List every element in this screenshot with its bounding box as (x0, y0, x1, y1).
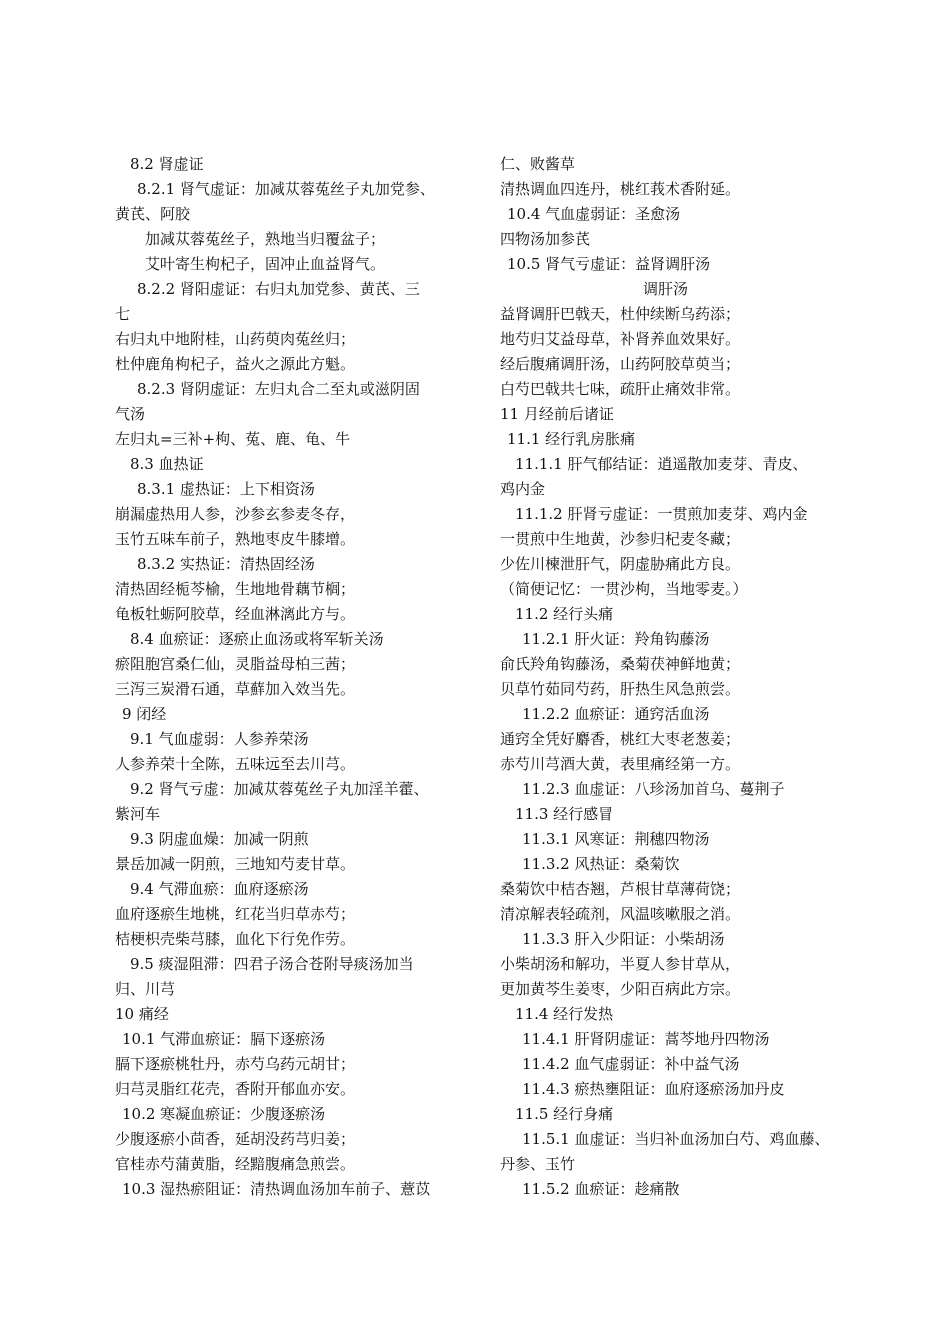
text-line: 11.3.3 肝入少阳证：小柴胡汤 (522, 930, 725, 948)
text-line: 黄芪、阿胶 (115, 205, 191, 223)
text-line: 11.3 经行感冒 (515, 805, 614, 823)
text-line: 血府逐瘀生地桃，红花当归草赤芍； (115, 905, 356, 923)
text-line: 11.3.1 风寒证：荆穗四物汤 (522, 830, 710, 848)
text-line: 10 痛经 (115, 1005, 169, 1023)
text-line: 8.2.2 肾阳虚证：右归丸加党参、黄芪、三 (137, 280, 420, 298)
text-line: 11.4.1 肝肾阴虚证：蒿芩地丹四物汤 (522, 1030, 770, 1048)
text-line: 少佐川楝泄肝气，阴虚胁痛此方良。 (500, 555, 741, 573)
text-line: 11.2 经行头痛 (515, 605, 614, 623)
text-line: 贝草竹茹同芍药，肝热生风急煎尝。 (500, 680, 741, 698)
text-line: 9.2 肾气亏虚：加减苁蓉菟丝子丸加淫羊藿、 (130, 780, 429, 798)
text-line: 三泻三炭滑石通，草蘚加入效当先。 (115, 680, 356, 698)
text-line: 10.3 湿热瘀阻证：清热调血汤加车前子、薏苡 (122, 1180, 431, 1198)
text-line: 鸡内金 (500, 480, 546, 498)
text-line: 官桂赤芍蒲黄脂，经黯腹痛急煎尝。 (115, 1155, 356, 1173)
text-line: 瘀阻胞宫桑仁仙，灵脂益母柏三茜； (115, 655, 356, 673)
text-line: 赤芍川芎酒大黄，表里痛经第一方。 (500, 755, 741, 773)
text-line: 杜仲鹿角枸杞子，益火之源此方魁。 (115, 355, 356, 373)
text-line: 11.1 经行乳房胀痛 (507, 430, 636, 448)
text-line: 11.2.2 血瘀证：通窍活血汤 (522, 705, 710, 723)
text-line: 调肝汤 (643, 280, 689, 298)
text-line: 清凉解表轻疏剂，风温咳嗽服之消。 (500, 905, 741, 923)
text-line: 玉竹五味车前子，熟地枣皮牛膝增。 (115, 530, 356, 548)
text-line: 通窍全凭好麝香，桃红大枣老葱姜； (500, 730, 741, 748)
text-line: 8.3.2 实热证：清热固经汤 (137, 555, 315, 573)
text-line: 11.4.2 血气虚弱证：补中益气汤 (522, 1055, 740, 1073)
text-line: 清热固经栀芩榆，生地地骨藕节榈； (115, 580, 356, 598)
text-line: 地芍归艾益母草，补肾养血效果好。 (500, 330, 741, 348)
text-line: 加减苁蓉菟丝子，熟地当归覆盆子； (145, 230, 386, 248)
text-line: 9.5 痰湿阻滞：四君子汤合苍附导痰汤加当 (130, 955, 414, 973)
text-line: 艾叶寄生枸杞子，固冲止血益肾气。 (145, 255, 386, 273)
text-line: 益肾调肝巴戟天，杜仲续断乌药添； (500, 305, 741, 323)
text-line: 膈下逐瘀桃牡丹，赤芍乌药元胡甘； (115, 1055, 356, 1073)
text-line: 11.1.2 肝肾亏虚证：一贯煎加麦芽、鸡内金 (515, 505, 808, 523)
text-line: 小柴胡汤和解功，半夏人参甘草从， (500, 955, 741, 973)
text-line: 9 闭经 (122, 705, 167, 723)
text-line: 俞氏羚角钩藤汤，桑菊茯神鲜地黄； (500, 655, 741, 673)
text-line: 10.1 气滞血瘀证：膈下逐瘀汤 (122, 1030, 326, 1048)
text-line: 归芎灵脂红花壳，香附开郁血亦安。 (115, 1080, 356, 1098)
text-line: 崩漏虚热用人参，沙参玄参麦冬存， (115, 505, 356, 523)
text-line: 仁、败酱草 (500, 155, 576, 173)
text-line: 气汤 (115, 405, 146, 423)
text-line: 9.1 气血虚弱：人参养荣汤 (130, 730, 309, 748)
text-line: 8.2.1 肾气虚证：加减苁蓉菟丝子丸加党参、 (137, 180, 435, 198)
text-line: 9.4 气滞血瘀：血府逐瘀汤 (130, 880, 309, 898)
text-line: 11.4 经行发热 (515, 1005, 614, 1023)
text-line: 11.1.1 肝气郁结证：逍遥散加麦芽、青皮、 (515, 455, 808, 473)
text-line: （简便记忆：一贯沙枸，当地零麦。） (500, 580, 748, 598)
text-line: 11.4.3 瘀热壅阻证：血府逐瘀汤加丹皮 (522, 1080, 785, 1098)
right-column (500, 152, 850, 1202)
text-line: 11.3.2 风热证：桑菊饮 (522, 855, 680, 873)
text-line: 8.2.3 肾阴虚证：左归丸合二至丸或滋阴固 (137, 380, 420, 398)
text-line: 10.2 寒凝血瘀证：少腹逐瘀汤 (122, 1105, 326, 1123)
text-line: 10.4 气血虚弱证：圣愈汤 (507, 205, 681, 223)
text-line: 经后腹痛调肝汤，山药阿胶草萸当； (500, 355, 741, 373)
text-line: 11.5.2 血瘀证：趁痛散 (522, 1180, 680, 1198)
text-line: 8.4 血瘀证：逐瘀止血汤或将军斩关汤 (130, 630, 384, 648)
text-line: 11.5.1 血虚证：当归补血汤加白芍、鸡血藤、 (522, 1130, 830, 1148)
text-line: 11 月经前后诸证 (500, 405, 614, 423)
text-line: 少腹逐瘀小茴香，延胡没药芎归姜； (115, 1130, 356, 1148)
text-line: 11.2.3 血虚证：八珍汤加首乌、蔓荆子 (522, 780, 785, 798)
text-line: 白芍巴戟共七味，疏肝止痛效非常。 (500, 380, 741, 398)
text-line: 10.5 肾气亏虚证：益肾调肝汤 (507, 255, 711, 273)
text-line: 桑菊饮中桔杏翘，芦根甘草薄荷饶； (500, 880, 741, 898)
text-line: 龟板牡蛎阿胶草，经血淋漓此方与。 (115, 605, 356, 623)
text-line: 紫河车 (115, 805, 161, 823)
text-line: 8.3.1 虚热证：上下相资汤 (137, 480, 315, 498)
text-line: 清热调血四连丹，桃红莪术香附延。 (500, 180, 741, 198)
text-line: 9.3 阴虚血燥：加减一阴煎 (130, 830, 309, 848)
text-line: 桔梗枳壳柴芎膝，血化下行免作劳。 (115, 930, 356, 948)
text-line: 归、川芎 (115, 980, 176, 998)
text-line: 景岳加减一阴煎，三地知芍麦甘草。 (115, 855, 356, 873)
text-line: 七 (115, 305, 131, 323)
text-line: 8.2 肾虚证 (130, 155, 204, 173)
text-line: 11.5 经行身痛 (515, 1105, 614, 1123)
text-line: 左归丸=三补+枸、菟、鹿、龟、牛 (115, 430, 351, 448)
text-line: 人参养荣十全陈，五味远至去川芎。 (115, 755, 356, 773)
text-line: 11.2.1 肝火证：羚角钩藤汤 (522, 630, 710, 648)
text-line: 更加黄芩生姜枣，少阳百病此方宗。 (500, 980, 741, 998)
text-line: 一贯煎中生地黄，沙参归杞麦冬藏； (500, 530, 741, 548)
text-line: 四物汤加参芪 (500, 230, 591, 248)
text-line: 丹参、玉竹 (500, 1155, 576, 1173)
text-line: 8.3 血热证 (130, 455, 204, 473)
left-column (115, 152, 465, 1202)
text-line: 右归丸中地附桂，山药萸肉菟丝归； (115, 330, 356, 348)
